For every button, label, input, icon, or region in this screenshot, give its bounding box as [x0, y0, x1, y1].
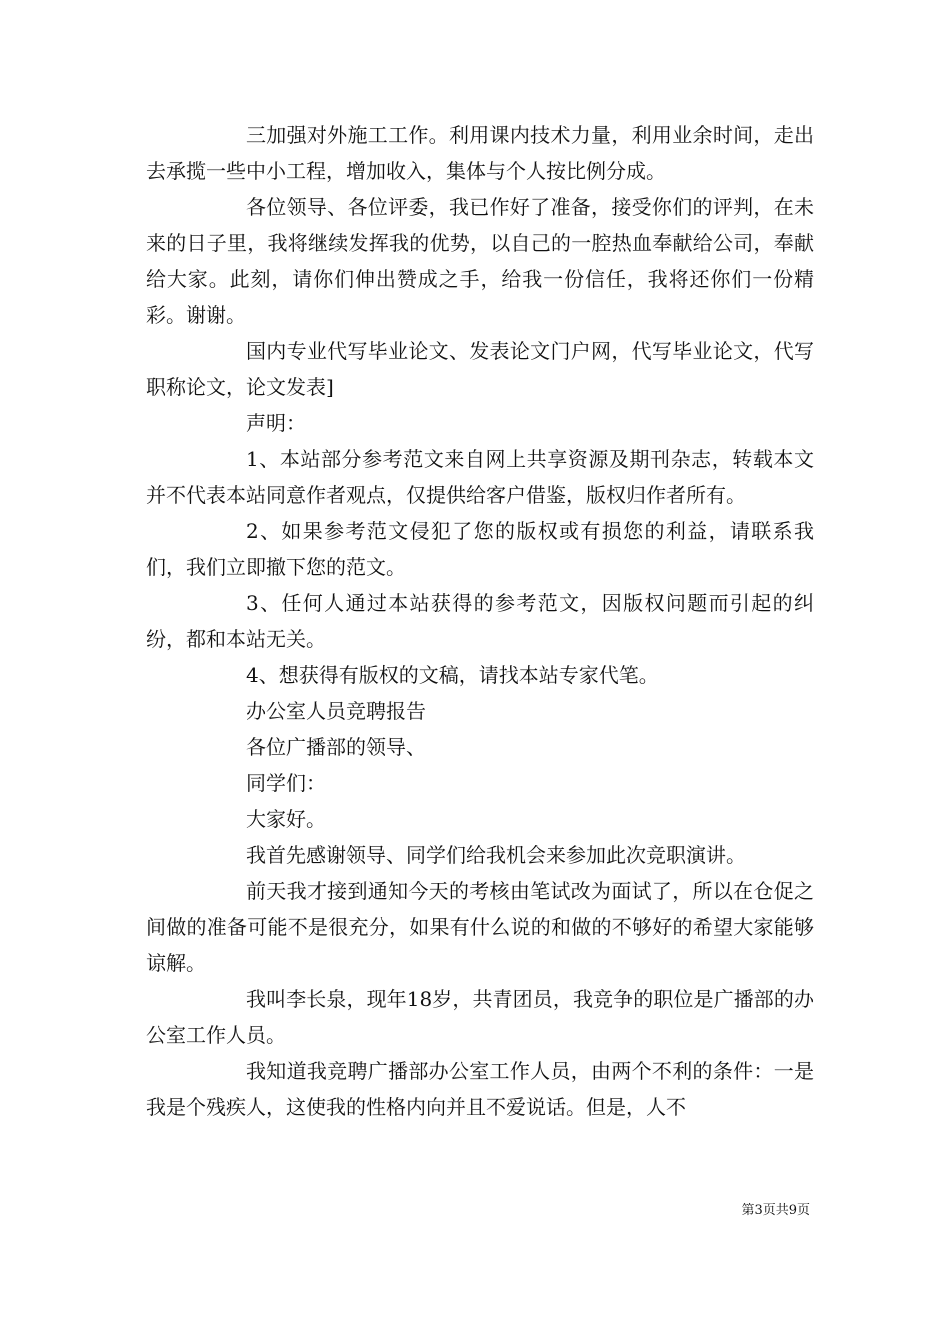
paragraph-salutation-leaders: 各位广播部的领导、	[246, 735, 426, 759]
paragraph-preparation: 前天我才接到通知今天的考核由笔试改为面试了，所以在仓促之间做的准备可能不是很充分，如果有什么说的和做的不够好的希望大家能够谅解。	[146, 879, 814, 975]
paragraph-salutation-students: 同学们：	[246, 771, 326, 795]
page-number: 第3页共9页	[741, 1203, 810, 1218]
paragraph-report-title: 办公室人员竞聘报告	[246, 699, 426, 723]
paragraph-self-introduction: 我叫李长泉，现年18岁，共青团员，我竞争的职位是广播部的办公室工作人员。	[146, 987, 814, 1047]
document-body	[146, 117, 814, 1125]
paragraph-statement-1: 1、本站部分参考范文来自网上共享资源及期刊杂志，转载本文并不代表本站同意作者观点，仅提供给客户借鉴，版权归作者所有。	[146, 447, 814, 507]
paragraph-greeting: 大家好。	[246, 807, 326, 831]
paragraph-statement-3: 3、任何人通过本站获得的参考范文，因版权问题而引起的纠纷，都和本站无关。	[146, 591, 814, 651]
paragraph-statement-2: 2、如果参考范文侵犯了您的版权或有损您的利益，请联系我们，我们立即撤下您的范文。	[146, 519, 814, 579]
paragraph-site-ad: 国内专业代写毕业论文、发表论文门户网，代写毕业论文，代写职称论文，论文发表]	[146, 339, 814, 399]
paragraph-statement-4: 4、想获得有版权的文稿，请找本站专家代笔。	[246, 663, 659, 687]
paragraph-thanks: 我首先感谢领导、同学们给我机会来参加此次竞职演讲。	[246, 843, 746, 867]
paragraph-closing-remarks: 各位领导、各位评委，我已作好了准备，接受你们的评判，在未来的日子里，我将继续发挥我的优势，以自己的一腔热血奉献给公司，奉献给大家。此刻，请你们伸出赞成之手，给我一份信任，我将还你们一份精彩。谢谢。	[146, 195, 814, 327]
paragraph-outside-construction: 三加强对外施工工作。利用课内技术力量，利用业余时间，走出去承揽一些中小工程，增加收入，集体与个人按比例分成。	[146, 123, 814, 183]
paragraph-statement-heading: 声明：	[246, 411, 306, 435]
paragraph-conditions: 我知道我竞聘广播部办公室工作人员，由两个不利的条件：一是我是个残疾人，这使我的性格内向并且不爱说话。但是，人不	[146, 1059, 814, 1119]
